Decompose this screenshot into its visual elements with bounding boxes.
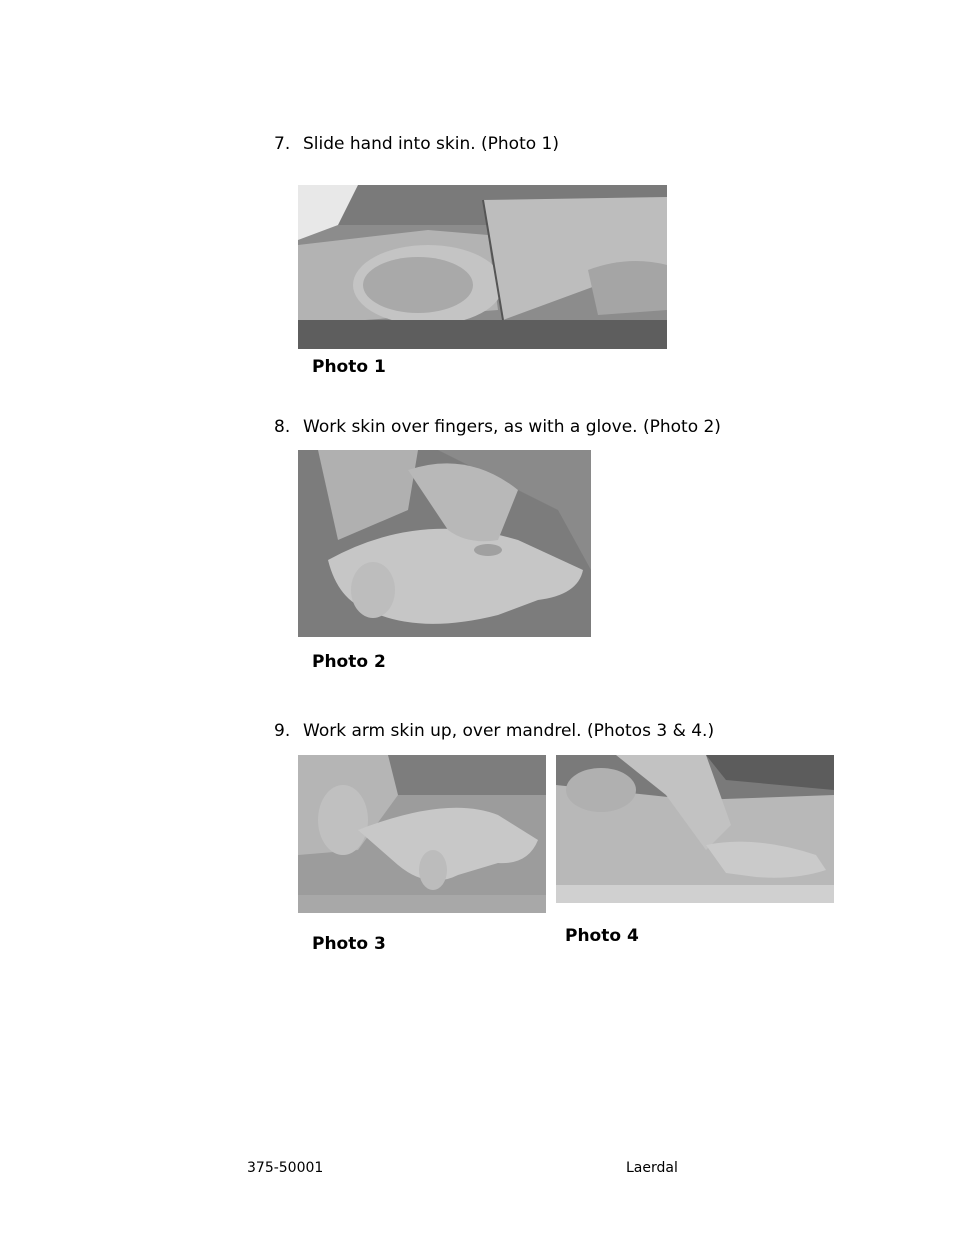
step-number: 7.	[274, 134, 291, 154]
step-8	[274, 417, 721, 437]
photo-2-caption: Photo 2	[312, 652, 386, 672]
step-number: 9.	[274, 721, 291, 741]
photo-3-caption: Photo 3	[312, 934, 386, 954]
photo-4-arm-over-mandrel	[556, 755, 834, 903]
photo-4-caption: Photo 4	[565, 926, 639, 946]
footer-company: Laerdal	[626, 1160, 678, 1176]
photo-1-caption: Photo 1	[312, 357, 386, 377]
step-text: Work skin over fingers, as with a glove. (Photo 2)	[303, 417, 721, 437]
step-text: Slide hand into skin. (Photo 1)	[303, 134, 560, 154]
footer-doc-number: 375-50001	[247, 1160, 324, 1176]
photo-1-hand-into-skin	[298, 185, 667, 349]
photo-3-arm-skin-up	[298, 755, 546, 913]
step-number: 8.	[274, 417, 291, 437]
photo-2-skin-over-fingers	[298, 450, 591, 637]
step-text: Work arm skin up, over mandrel. (Photos 3 & 4.)	[303, 721, 715, 741]
step-9	[274, 721, 714, 741]
step-7	[274, 134, 559, 154]
